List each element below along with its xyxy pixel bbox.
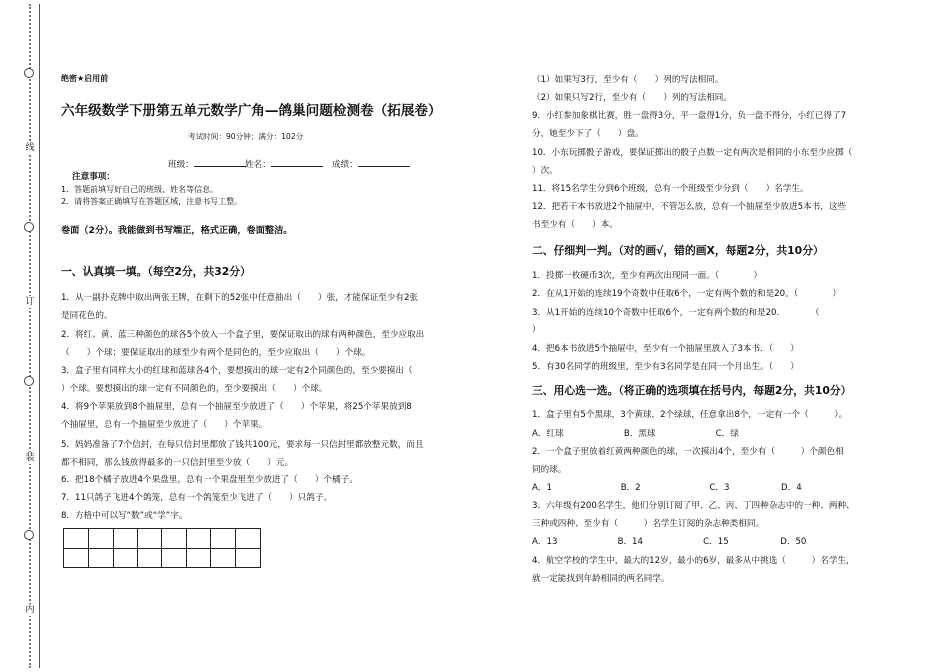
notes-title: 注意事项： <box>72 172 115 182</box>
question-line: 3．盒子里有同样大小的红球和蓝球各4个，要想摸出的球一定有2个同颜色的，至少要摸出（ <box>61 366 413 376</box>
exam-info: 考试时间：90分钟；满分：102分 <box>188 132 304 141</box>
question-line: 是同花色的。 <box>61 311 113 321</box>
question-line: 4．将9个苹果放到8个抽屉里，总有一个抽屉至少放进了（ ）个苹果，将25个苹果放到8 <box>61 402 412 412</box>
question-line: ）次。 <box>532 166 558 176</box>
class-blank <box>194 157 246 167</box>
grid-line <box>64 548 260 549</box>
binding-circle <box>24 376 34 386</box>
question-line: 10．小东玩掷骰子游戏，要保证掷出的骰子点数一定有两次是相同的小东至少应掷（ <box>532 148 853 158</box>
choice-line: 4．航空学校的学生中，最大的12岁，最小的6岁，最多从中挑选（ ）名学生， <box>532 556 855 566</box>
judge-line: 2．在从1开始的连续19个奇数中任取6个，一定有两个数的和是20。（ ） <box>532 289 841 299</box>
score-blank <box>358 157 410 167</box>
question-line: ）个球。要想摸出的球一定有不同颜色的，至少要摸出（ ）个球。 <box>61 384 328 394</box>
judge-line: 1．投掷一枚硬币3次，至少有两次出现同一面。（ ） <box>532 271 763 281</box>
class-label: 班级： <box>168 160 194 170</box>
score-field <box>332 157 410 171</box>
binding-circle <box>24 222 34 232</box>
binding-label-ding: 订 <box>25 297 35 307</box>
question-line: 个抽屉里，总有一个抽屉至少放进了（ ）个苹果。 <box>61 420 268 430</box>
binding-line <box>39 4 40 668</box>
binding-label-nei: 内 <box>25 605 35 615</box>
question-line: 9．小红参加象棋比赛，胜一盘得3分，平一盘得1分，负一盘不得分，小红已得了7 <box>532 111 847 121</box>
name-blank <box>271 157 323 167</box>
seal-dotted-line <box>29 4 31 668</box>
note-item: 2．请将答案正确填写在答题区域，注意书写工整。 <box>61 197 243 206</box>
binding-label-xian: 线 <box>25 143 35 153</box>
question-line: 1．从一副扑克牌中取出两张王牌，在剩下的52张中任意抽出（ ）张，才能保证至少有2张 <box>61 293 419 303</box>
question-line: 2．将红、黄、蓝三种颜色的球各5个放入一个盒子里，要保证取出的球有两种颜色，至少应取出 <box>61 330 425 340</box>
choice-line: 2．一个盒子里放着红黄两种颜色的球，一次摸出4个，至少有（ ）个颜色相 <box>532 447 844 457</box>
question-line: 12．把若干本书放进2个抽屉中，不管怎么放，总有一个抽屉至少放进5本书，这些 <box>532 202 847 212</box>
name-field <box>245 157 323 171</box>
judge-line: 4．把6本书放进5个抽屉中，至少有一个抽屉里放入了3本书．（ ） <box>532 344 799 354</box>
question-line: 都不相同，那么钱放得最多的一只信封里至少放（ ）元。 <box>61 458 294 468</box>
question-line: 11．将15名学生分到6个班级，总有一个班级至少分到（ ）名学生。 <box>532 184 809 194</box>
question-line: （ ）个球；要保证取出的球至少有两个是同色的，至少应取出（ ）个球。 <box>61 348 371 358</box>
question-line: 6．把18个橘子放进4个果盘里，总有一个果盘里至少放进了（ ）个橘子。 <box>61 475 358 485</box>
page-title: 六年级数学下册第五单元数学广角—鸽巢问题检测卷（拓展卷） <box>61 103 442 119</box>
question-line: 5．妈妈准备了7个信封，在每只信封里都放了钱共100元，要求每一只信封里都放整元数，而且 <box>61 440 424 450</box>
binding-margin <box>0 0 52 672</box>
choice-line: 3．六年级有200名学生，他们分别订阅了甲、乙、丙、丁四种杂志中的一种、两种、 <box>532 501 855 511</box>
secret-mark: 绝密★启用前 <box>61 74 109 83</box>
section2-title: 二、仔细判一判。（对的画√，错的画X，每题2分，共10分） <box>532 244 824 257</box>
choice-line: 三种或四种、至少有（ ）名学生订阅的杂志种类相同。 <box>532 519 765 529</box>
choice-options: A．1 B．2 C．3 D．4 <box>532 483 802 493</box>
section1-title: 一、认真填一填。（每空2分，共32分） <box>61 265 251 278</box>
judge-line: 5．有30名同学的班级里，至少有3名同学是在同一个月出生。（ ） <box>532 362 799 372</box>
question-line: 分，她至少下了（ ）盘。 <box>532 129 644 139</box>
judge-line: ） <box>532 325 541 335</box>
binding-label-zhuang: 装 <box>25 453 35 463</box>
score-label: 成绩： <box>332 160 358 170</box>
note-item: 1．答题前填写好自己的班级、姓名等信息。 <box>61 185 219 194</box>
class-field <box>168 157 246 171</box>
choice-line: 同的球。 <box>532 465 567 475</box>
choice-options: A．13 B．14 C．15 D．50 <box>532 537 807 547</box>
name-label: 姓名： <box>245 160 271 170</box>
binding-circle <box>24 68 34 78</box>
choice-options: A．红球 B．黑球 C．绿 <box>532 429 739 439</box>
judge-line: 3．从1开始的连续10个奇数中任取6个，一定有两个数的和是20． （ <box>532 308 820 318</box>
question-line: （2）如果只写2行，至少有（ ）列的写法相同。 <box>532 93 732 103</box>
choice-line: 1．盒子里有5个黑球，3个黄球，2个绿球，任意拿出8个，一定有一个（ ）。 <box>532 410 848 420</box>
question-line: （1）如果写3行，至少有（ ）列的写法相同。 <box>532 75 724 85</box>
section3-title: 三、用心选一选。（将正确的选项填在括号内，每题2分，共10分） <box>532 384 852 397</box>
question-line: 8．方格中可以写“数”或“学”字。 <box>61 511 188 521</box>
writing-grid <box>63 528 261 568</box>
question-line: 书至少有（ ）本。 <box>532 220 618 230</box>
neatness-line: 卷面（2分）。我能做到书写端正，格式正确，卷面整洁。 <box>61 225 293 236</box>
binding-circle <box>24 530 34 540</box>
question-line: 7．11只鸽子飞进4个鸽笼，总有一个鸽笼至少飞进了（ ）只鸽子。 <box>61 493 333 503</box>
choice-line: 就一定能找到年龄相同的两名同学。 <box>532 574 670 584</box>
